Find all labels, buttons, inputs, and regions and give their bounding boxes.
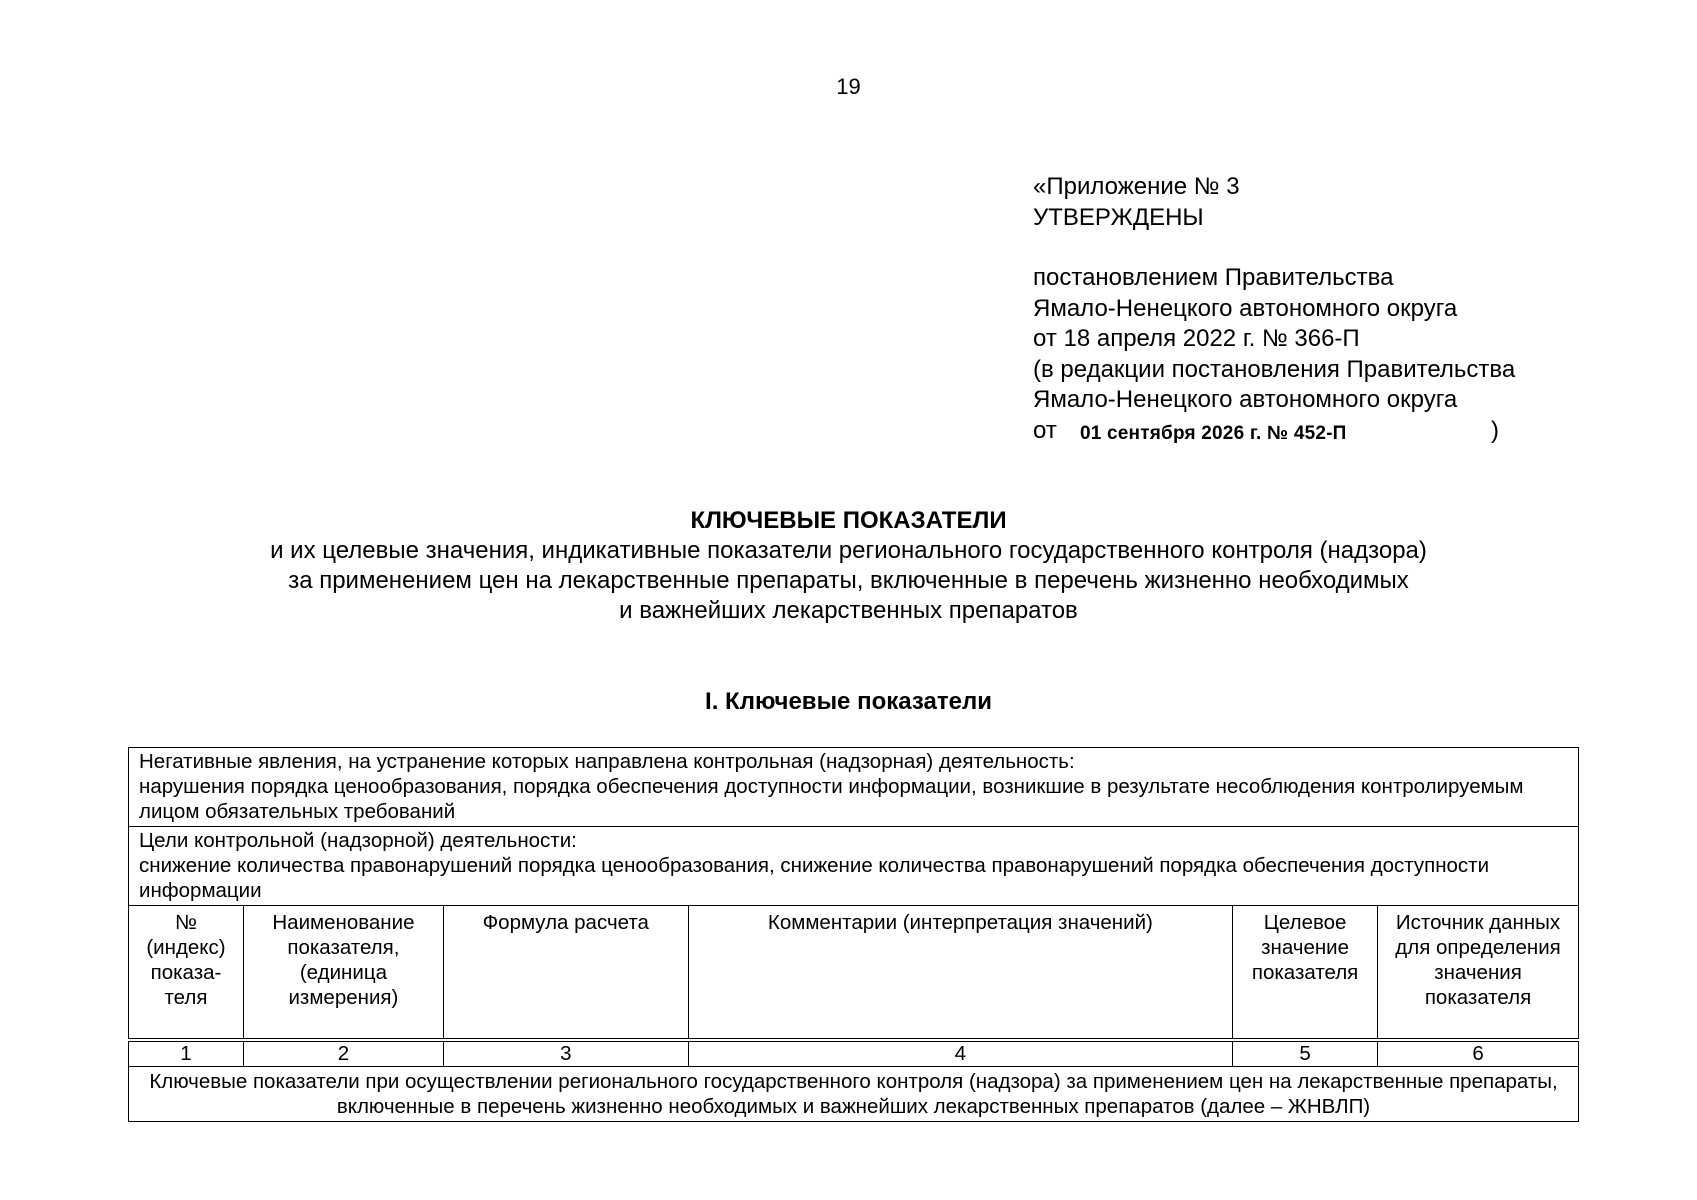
title-line: и их целевые значения, индикативные показатели регионального государственного контроля (надзора) — [270, 537, 1427, 564]
date-prefix: от — [1033, 416, 1057, 444]
approval-line: Ямало-Ненецкого автономного округа — [1033, 386, 1458, 413]
table-header-row — [129, 906, 1579, 1039]
title-line: за применением цен на лекарственные препараты, включенные в перечень жизненно необходимых — [288, 567, 1409, 594]
section-heading: I. Ключевые показатели — [705, 688, 992, 715]
header-formula: Формула расчета — [443, 906, 688, 1039]
appendix-number: «Приложение № 3 — [1033, 173, 1240, 200]
main-title: КЛЮЧЕВЫЕ ПОКАЗАТЕЛИ — [690, 507, 1007, 534]
negative-text: нарушения порядка ценообразования, порядка обеспечения доступности информации, возникшие в результате несоблюдения контролируемым лицом обязательных требований — [139, 775, 1524, 823]
header-source: Источник данных для определения значения показателя — [1378, 906, 1579, 1039]
date-suffix: ) — [1491, 416, 1499, 444]
approval-line: (в редакции постановления Правительства — [1033, 355, 1516, 383]
approval-line: Ямало-Ненецкого автономного округа — [1033, 294, 1458, 322]
date-stamp: 01 сентября 2026 г. № 452-П — [1080, 422, 1347, 444]
document-title — [0, 506, 1697, 626]
key-indicators-table — [128, 747, 1579, 1122]
negative-phenomena-cell — [129, 748, 1579, 827]
column-number: 5 — [1233, 1042, 1378, 1067]
column-number: 4 — [688, 1042, 1232, 1067]
page-number: 19 — [836, 74, 861, 99]
header-index: № (индекс) показа-теля — [129, 906, 244, 1039]
column-number: 1 — [129, 1042, 244, 1067]
column-number: 6 — [1378, 1042, 1579, 1067]
goals-text: снижение количества правонарушений порядка ценообразования, снижение количества правонарушений порядка обеспечения доступности информации — [139, 854, 1490, 902]
header-comments: Комментарии (интерпретация значений) — [688, 906, 1232, 1039]
header-name: Наименование показателя, (единица измерения) — [243, 906, 443, 1039]
approval-line: от 18 апреля 2022 г. № 366-П — [1033, 325, 1360, 352]
appendix-block — [1033, 172, 1653, 446]
key-indicators-row: Ключевые показатели при осуществлении регионального государственного контроля (надзора) за применением цен на лекарственные препараты, включенные в перечень жизненно необходимых и важнейших лекарственных препаратов (далее – ЖНВЛП) — [129, 1067, 1579, 1122]
header-target: Целевое значение показателя — [1233, 906, 1378, 1039]
approval-label: УТВЕРЖДЕНЫ — [1033, 203, 1204, 231]
negative-label: Негативные явления, на устранение которых направлена контрольная (надзорная) деятельность: — [139, 750, 1075, 773]
column-number: 3 — [443, 1042, 688, 1067]
column-number-row — [129, 1042, 1579, 1067]
goals-label: Цели контрольной (надзорной) деятельности: — [139, 829, 577, 852]
goals-cell — [129, 827, 1579, 906]
title-line: и важнейших лекарственных препаратов — [619, 597, 1078, 624]
amendment-date-line — [1033, 416, 1653, 447]
column-number: 2 — [243, 1042, 443, 1067]
approval-line: постановлением Правительства — [1033, 264, 1394, 291]
